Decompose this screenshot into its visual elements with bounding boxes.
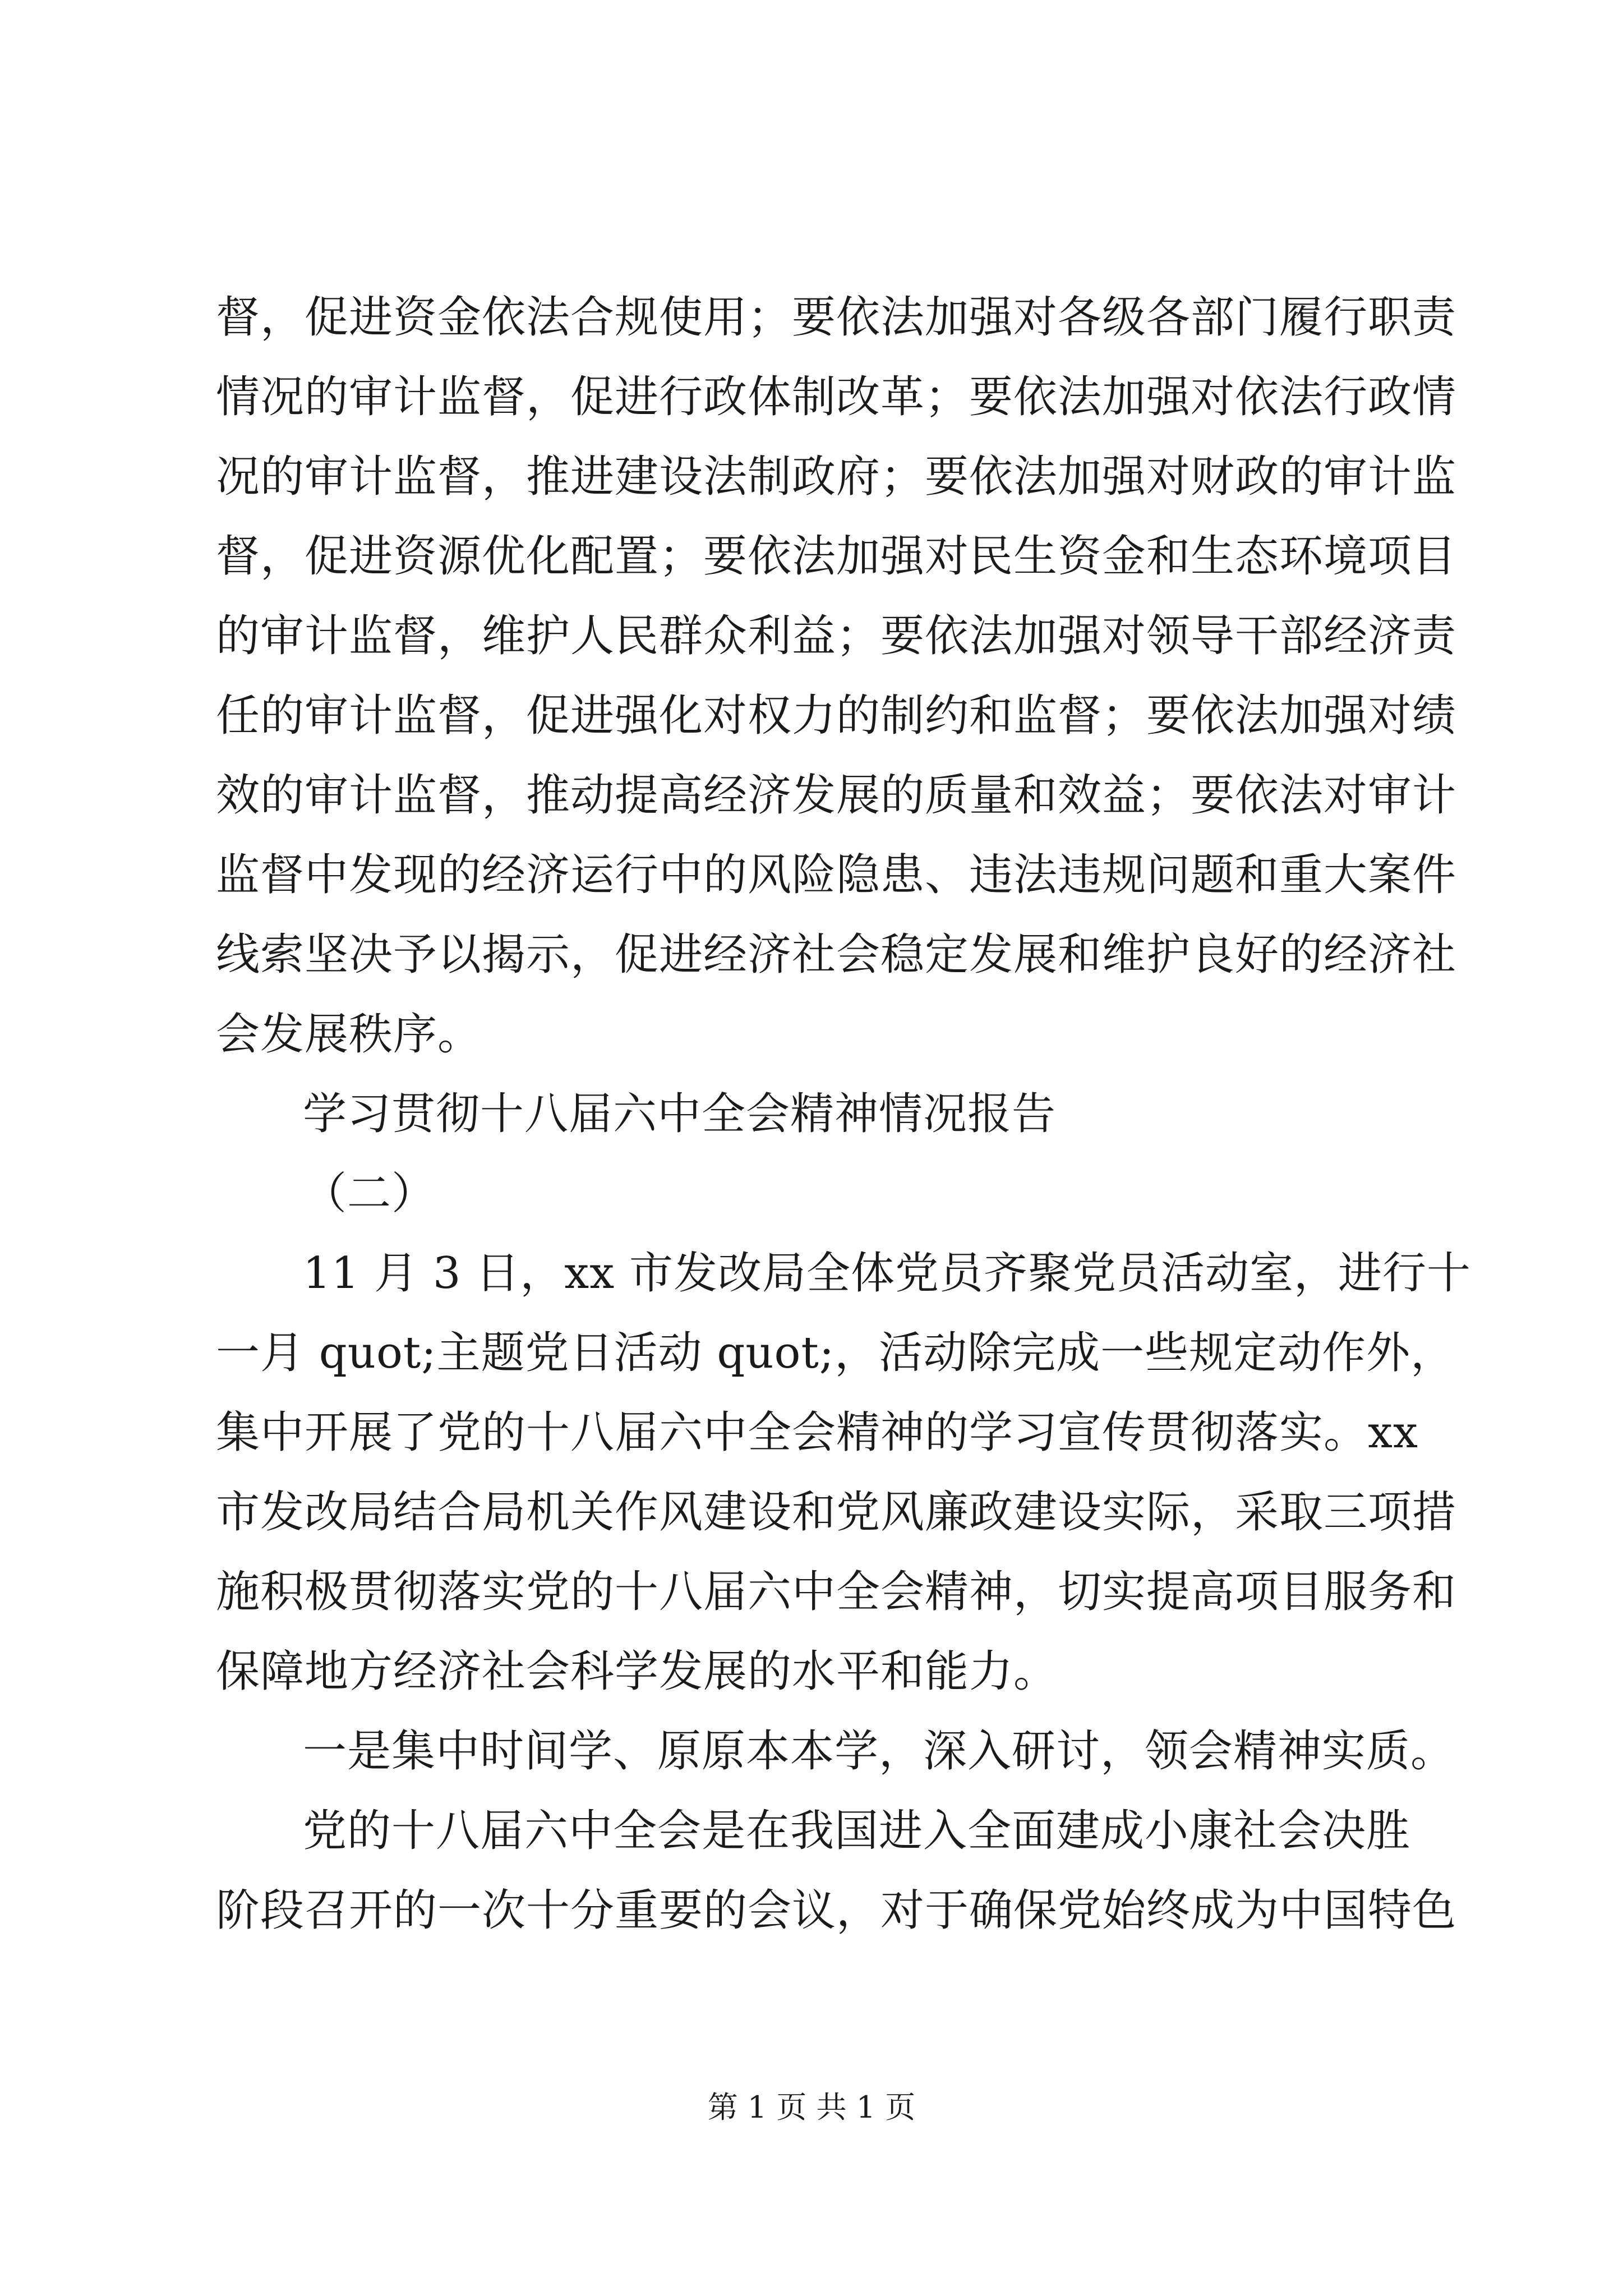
body-text-line: 集中开展了党的十八届六中全会精神的学习宣传贯彻落实。xx <box>216 1407 1418 1458</box>
body-text-line: 施积极贯彻落实党的十八届六中全会精神，切实提高项目服务和 <box>216 1567 1457 1617</box>
body-text-line: 市发改局结合局机关作风建设和党风廉政建设实际，采取三项措 <box>216 1487 1457 1538</box>
body-text-line: 党的十八届六中全会是在我国进入全面建成小康社会决胜 <box>303 1806 1411 1856</box>
body-text-line: 监督中发现的经济运行中的风险隐患、违法违规问题和重大案件 <box>216 850 1457 900</box>
section-title: 学习贯彻十八届六中全会精神情况报告 <box>303 1089 1057 1139</box>
body-text-line: 一是集中时间学、原原本本学，深入研讨，领会精神实质。 <box>303 1726 1455 1777</box>
body-text-line: 督，促进资源优化配置；要依法加强对民生资金和生态环境项目 <box>216 531 1457 582</box>
body-text-line: 效的审计监督，推动提高经济发展的质量和效益；要依法对审计 <box>216 770 1457 821</box>
body-text-line: 保障地方经济社会科学发展的水平和能力。 <box>216 1646 1058 1697</box>
body-text-line: 一月 quot;主题党日活动 quot;，活动除完成一些规定动作外， <box>216 1328 1455 1378</box>
body-text-line: 况的审计监督，推进建设法制政府；要依法加强对财政的审计监 <box>216 452 1457 502</box>
section-subtitle: （二） <box>303 1168 436 1219</box>
body-text-line: 11 月 3 日，xx 市发改局全体党员齐聚党员活动室，进行十 <box>303 1248 1472 1299</box>
body-text-line: 阶段召开的一次十分重要的会议，对于确保党始终成为中国特色 <box>216 1885 1457 1936</box>
page-footer: 第 1 页 共 1 页 <box>707 2090 916 2125</box>
body-text-line: 督，促进资金依法合规使用；要依法加强对各级各部门履行职责 <box>216 292 1457 343</box>
body-text-line: 会发展秩序。 <box>216 1009 482 1060</box>
body-text-line: 任的审计监督，促进强化对权力的制约和监督；要依法加强对绩 <box>216 691 1457 741</box>
body-text-line: 线索坚决予以揭示，促进经济社会稳定发展和维护良好的经济社 <box>216 930 1457 980</box>
body-text-line: 情况的审计监督，促进行政体制改革；要依法加强对依法行政情 <box>216 372 1457 422</box>
body-text-line: 的审计监督，维护人民群众利益；要依法加强对领导干部经济责 <box>216 611 1457 661</box>
